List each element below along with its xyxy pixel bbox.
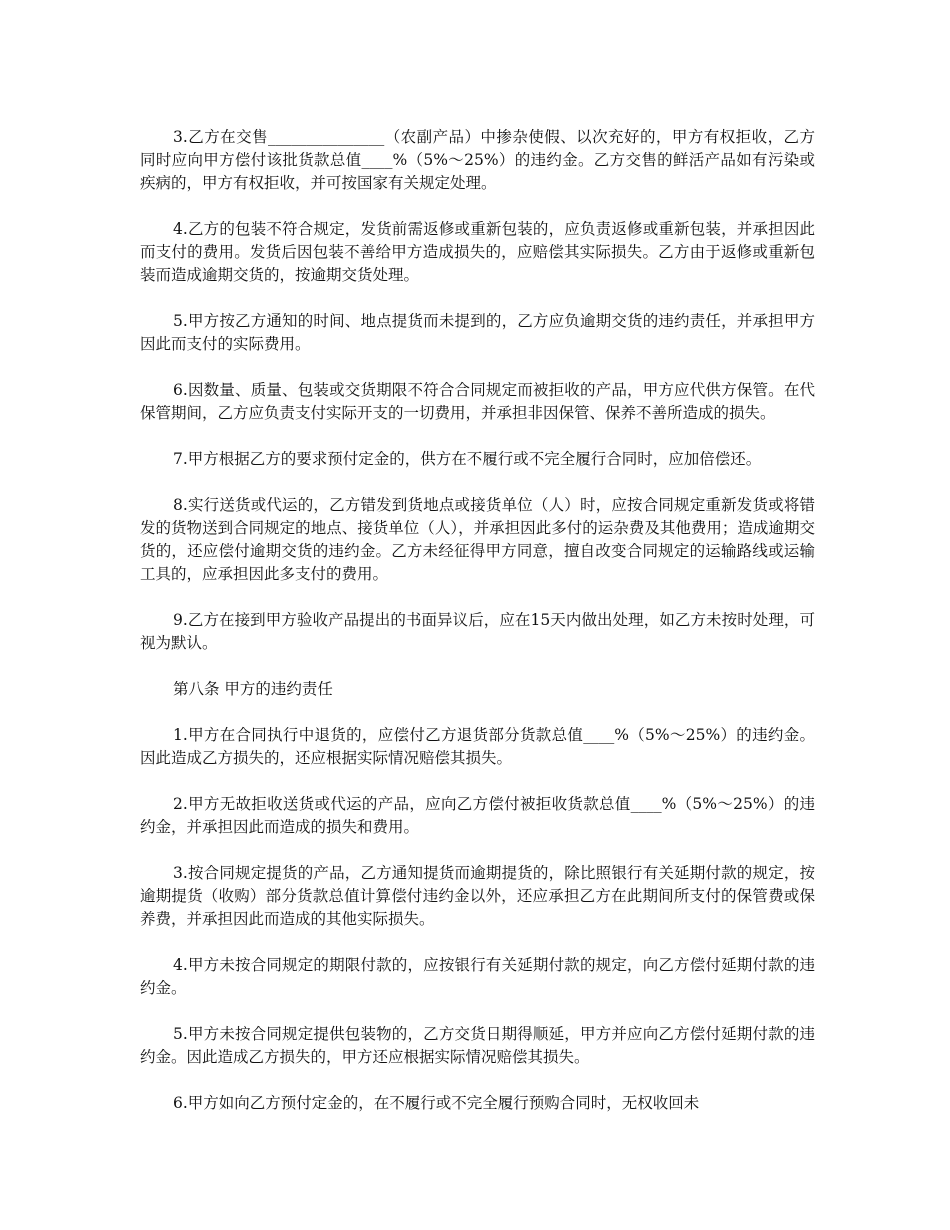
clause-seller-misdelivery: 8.实行送货或代运的，乙方错发到货地点或接货单位（人）时，应按合同规定重新发货或将错发的货物送到合同规定的地点、接货单位（人），并承担因此多付的运杂费及其他费用；造成逾期交货的，还应偿付逾期交货的违约金。乙方未经征得甲方同意，擅自改变合同规定的运输路线或运输工具的，应承担因此多支付的费用。 <box>140 496 815 583</box>
clause-buyer-packaging: 5.甲方未按合同规定提供包装物的，乙方交货日期得顺延，甲方并应向乙方偿付延期付款的违约金。因此造成乙方损失的，甲方还应根据实际情况赔偿其损失。 <box>140 1025 815 1066</box>
clause-buyer-late-pickup: 3.按合同规定提货的产品，乙方通知提货而逾期提货的，除比照银行有关延期付款的规定，按逾期提货（收购）部分货款总值计算偿付违约金以外，还应承担乙方在此期间所支付的保管费或保养费，并承担因此而造成的其他实际损失。 <box>140 864 815 928</box>
clause-seller-deposit: 7.甲方根据乙方的要求预付定金的，供方在不履行或不完全履行合同时，应加倍偿还。 <box>173 450 762 468</box>
clause-buyer-refusal: 2.甲方无故拒收送货或代运的产品，应向乙方偿付被拒收货款总值____%（5%～25%）的违约金，并承担因此而造成的损失和费用。 <box>140 795 815 836</box>
clause-seller-pickup: 5.甲方按乙方通知的时间、地点提货而未提到的，乙方应负逾期交货的违约责任，并承担甲方因此而支付的实际费用。 <box>140 312 815 353</box>
clause-seller-adulteration: 3.乙方在交售_______________（农副产品）中掺杂使假、以次充好的，甲方有权拒收，乙方同时应向甲方偿付该批货款总值____%（5%～25%）的违约金。乙方交售的鲜活产品如有污染或疾病的，甲方有权拒收，并可按国家有关规定处理。 <box>140 128 815 192</box>
clause-seller-rejected-goods: 6.因数量、质量、包装或交货期限不符合合同规定而被拒收的产品，甲方应代供方保管。在代保管期间，乙方应负责支付实际开支的一切费用，并承担非因保管、保养不善所造成的损失。 <box>140 381 815 422</box>
document-body <box>140 126 815 1138</box>
clause-seller-objection: 9.乙方在接到甲方验收产品提出的书面异议后，应在15天内做出处理，如乙方未按时处理，可视为默认。 <box>140 611 815 652</box>
section-heading: 第八条 甲方的违约责任 <box>173 680 333 698</box>
clause-buyer-return: 1.甲方在合同执行中退货的，应偿付乙方退货部分货款总值____%（5%～25%）的违约金。因此造成乙方损失的，还应根据实际情况赔偿其损失。 <box>140 726 815 767</box>
clause-seller-packaging: 4.乙方的包装不符合规定，发货前需返修或重新包装的，应负责返修或重新包装，并承担因此而支付的费用。发货后因包装不善给甲方造成损失的，应赔偿其实际损失。乙方由于返修或重新包装而造成逾期交货的，按逾期交货处理。 <box>140 220 815 284</box>
clause-buyer-late-payment: 4.甲方未按合同规定的期限付款的，应按银行有关延期付款的规定，向乙方偿付延期付款的违约金。 <box>140 956 815 997</box>
clause-buyer-deposit: 6.甲方如向乙方预付定金的，在不履行或不完全履行预购合同时，无权收回未 <box>173 1094 700 1112</box>
